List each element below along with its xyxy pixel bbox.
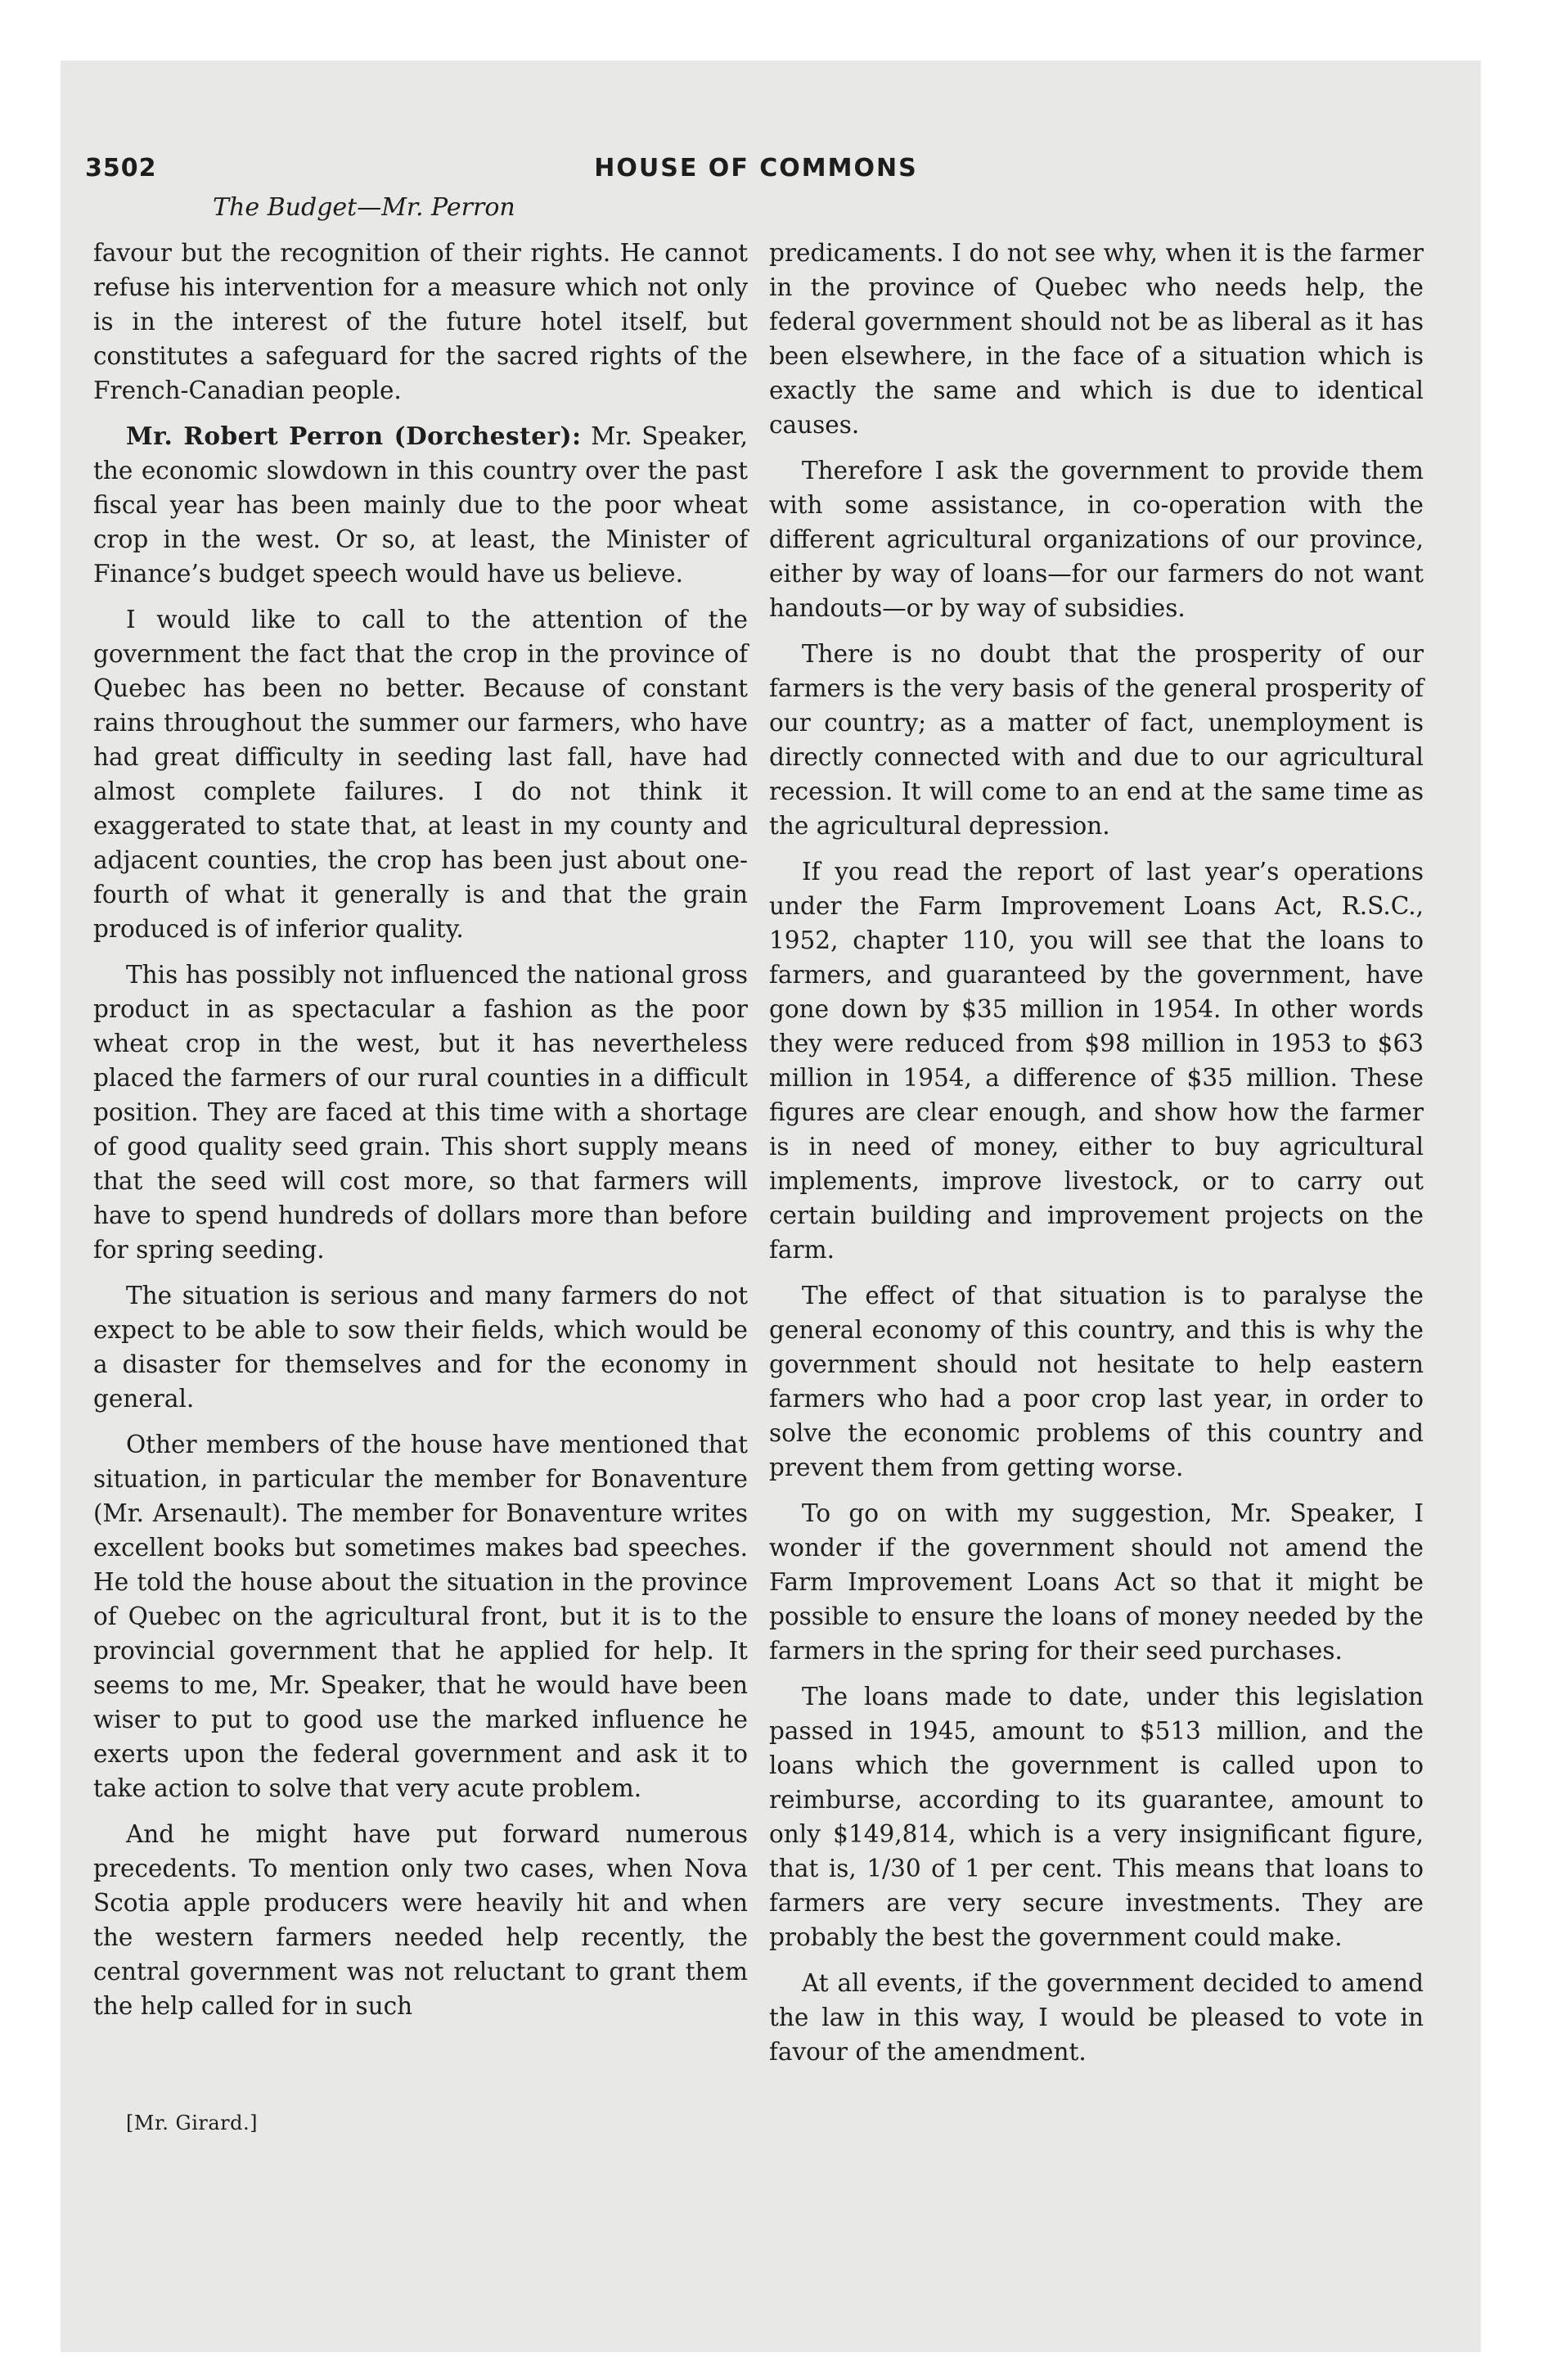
speaker-name: Mr. Robert Perron (Dorchester):	[126, 421, 582, 450]
paragraph: At all events, if the government decided to amend the law in this way, I would be pleased to vote in favour of the amendment.	[769, 1969, 1424, 2066]
paragraph: The situation is serious and many farmers do not expect to be able to sow their fields, which would be a disaster for themselves and for the economy in general.	[93, 1282, 748, 1413]
running-title: HOUSE OF COMMONS	[594, 154, 918, 183]
page-number: 3502	[85, 154, 157, 183]
left-column	[93, 236, 748, 2035]
right-column	[769, 236, 1424, 2080]
paragraph: The effect of that situation is to paralyse the general economy of this country, and this is why the government should not hesitate to help eastern farmers who had a poor crop last year, in order to solve the economic problems of this country and prevent them from getting worse.	[769, 1282, 1424, 1481]
paragraph: If you read the report of last year’s operations under the Farm Improvement Loans Act, R.S.C., 1952, chapter 110, you will see that the loans to farmers, and guaranteed by the government, have gone down by $35 million in 1954. In other words they were reduced from $98 million in 1953 to $63 million in 1954, a difference of $35 million. These figures are clear enough, and show how the farmer is in need of money, either to buy agricultural implements, improve livestock, or to carry out certain building and improvement projects on the farm.	[769, 858, 1424, 1264]
paragraph: There is no doubt that the prosperity of our farmers is the very basis of the general prosperity of our country; as a matter of fact, unemployment is directly connected with and due to our agricultural recession. It will come to an end at the same time as the agricultural depression.	[769, 640, 1424, 840]
paragraph: Therefore I ask the government to provide them with some assistance, in co-operation with the different agricultural organizations of our province, either by way of loans—for our farmers do not want handouts—or by way of subsidies.	[769, 457, 1424, 622]
paragraph: Other members of the house have mentioned that situation, in particular the member for Bonaventure (Mr. Arsenault). The member for Bonaventure writes excellent books but sometimes makes bad speeches. He told the house about the situation in the province of Quebec on the agricultural front, but it is to the provincial government that he applied for help. It seems to me, Mr. Speaker, that he would have been wiser to put to good use the marked influence he exerts upon the federal government and ask it to take action to solve that very acute problem.	[93, 1431, 748, 1802]
paragraph: This has possibly not influenced the national gross product in as spectacular a fashion as the poor wheat crop in the west, but it has nevertheless placed the farmers of our rural counties in a difficult position. They are faced at this time with a shortage of good quality seed grain. This short supply means that the seed will cost more, so that farmers will have to spend hundreds of dollars more than before for spring seeding.	[93, 961, 748, 1264]
speech-text: Mr. Speaker, the economic slowdown in this country over the past fiscal year has been mainly due to the poor wheat crop in the west. Or so, at least, the Minister of Finance’s budget speech would have us believe.	[93, 422, 748, 588]
paragraph: To go on with my suggestion, Mr. Speaker, I wonder if the government should not amend the Farm Improvement Loans Act so that it might be possible to ensure the loans of money needed by the farmers in the spring for their seed purchases.	[769, 1499, 1424, 1665]
paragraph: The loans made to date, under this legislation passed in 1945, amount to $513 million, and the loans which the government is called upon to reimburse, according to its guarantee, amount to only $149,814, which is a very insignificant figure, that is, 1/30 of 1 per cent. This means that loans to farmers are very secure investments. They are probably the best the government could make.	[769, 1683, 1424, 1951]
page-header	[85, 154, 1427, 195]
paragraph: I would like to call to the attention of the government the fact that the crop in the province of Quebec has been no better. Because of constant rains throughout the summer our farmers, who have had great difficulty in seeding last fall, have had almost complete failures. I do not think it exaggerated to state that, at least in my county and adjacent counties, the crop has been just about one-fourth of what it generally is and that the grain produced is of inferior quality.	[93, 606, 748, 943]
paragraph: favour but the recognition of their rights. He cannot refuse his intervention for a measure which not only is in the interest of the future hotel itself, but constitutes a safeguard for the sacred rights of the French-Canadian people.	[93, 239, 748, 404]
footer-attribution: [Mr. Girard.]	[126, 2112, 258, 2134]
paragraph: predicaments. I do not see why, when it is the farmer in the province of Quebec who needs help, the federal government should not be as liberal as it has been elsewhere, in the face of a situation which is exactly the same and which is due to identical causes.	[769, 239, 1424, 439]
paragraph-speech-start	[93, 419, 748, 591]
paragraph: And he might have put forward numerous precedents. To mention only two cases, when Nova Scotia apple producers were heavily hit and when the western farmers needed help recently, the central government was not reluctant to grant them the help called for in such	[93, 1820, 748, 2020]
section-subtitle: The Budget—Mr. Perron	[213, 193, 515, 222]
